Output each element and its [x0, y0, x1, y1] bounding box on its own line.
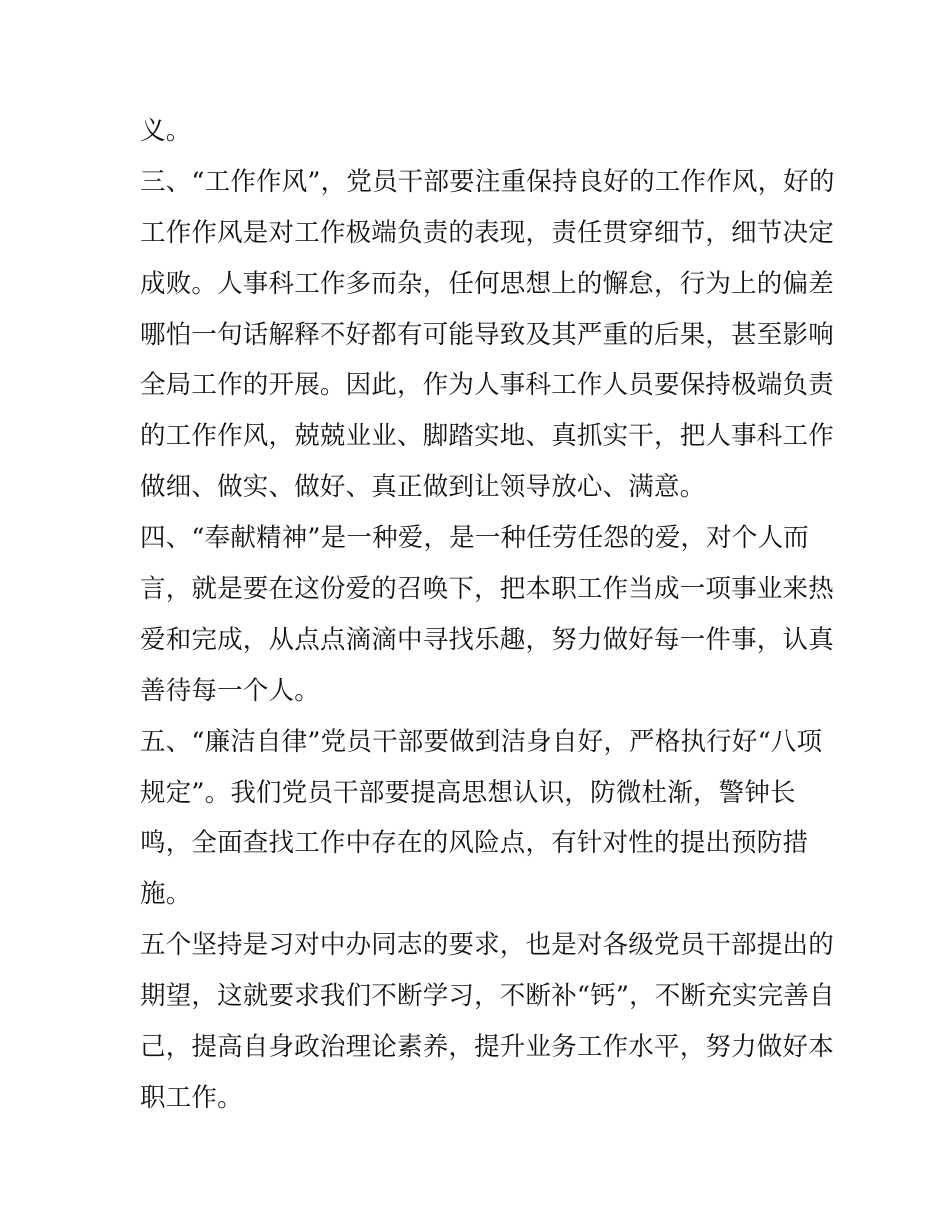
text-line: 三、“工作作风”，党员干部要注重保持良好的工作作风，好的 [140, 166, 835, 197]
text-line: 全局工作的开展。因此，作为人事科工作人员要保持极端负责 [140, 370, 834, 401]
text-line: 言，就是要在这份爱的召唤下，把本职工作当成一项事业来热 [140, 574, 834, 605]
text-line: 期望，这就要求我们不断学习，不断补“钙”，不断充实完善自 [140, 981, 835, 1012]
text-line: 成败。人事科工作多而杂，任何思想上的懈怠，行为上的偏差 [140, 268, 834, 299]
document-body [140, 106, 835, 1124]
text-line: 义。 [140, 116, 192, 146]
text-line: 五个坚持是习对中办同志的要求，也是对各级党员干部提出的 [140, 930, 834, 961]
text-line: 善待每一个人。 [140, 675, 320, 706]
text-line: 施。 [140, 879, 192, 910]
text-line: 做细、做实、做好、真正做到让领导放心、满意。 [140, 472, 706, 503]
text-line: 职工作。 [140, 1082, 243, 1113]
text-line: 的工作作风，兢兢业业、脚踏实地、真抓实干，把人事科工作 [140, 421, 834, 452]
text-line: 爱和完成，从点点滴滴中寻找乐趣，努力做好每一件事，认真 [140, 624, 834, 655]
paragraph-integrity [140, 717, 823, 921]
text-line: 哪怕一句话解释不好都有可能导致及其严重的后果，甚至影响 [140, 319, 834, 350]
paragraph-continuation [140, 106, 820, 157]
text-line: 五、“廉洁自律”党员干部要做到洁身自好，严格执行好“八项 [140, 726, 823, 757]
text-line: 己，提高自身政治理论素养，提升业务工作水平，努力做好本 [140, 1032, 834, 1063]
paragraph-dedication [140, 513, 834, 717]
paragraph-conclusion [140, 920, 835, 1124]
text-line: 四、“奉献精神”是一种爱，是一种任劳任怨的爱，对个人而 [140, 523, 809, 554]
text-line: 鸣，全面查找工作中存在的风险点，有针对性的提出预防措 [140, 828, 809, 859]
text-line: 规定”。我们党员干部要提高思想认识，防微杜渐，警钟长 [140, 777, 796, 808]
paragraph-work-style [140, 157, 835, 513]
text-line: 工作作风是对工作极端负责的表现，责任贯穿细节，细节决定 [140, 217, 834, 248]
